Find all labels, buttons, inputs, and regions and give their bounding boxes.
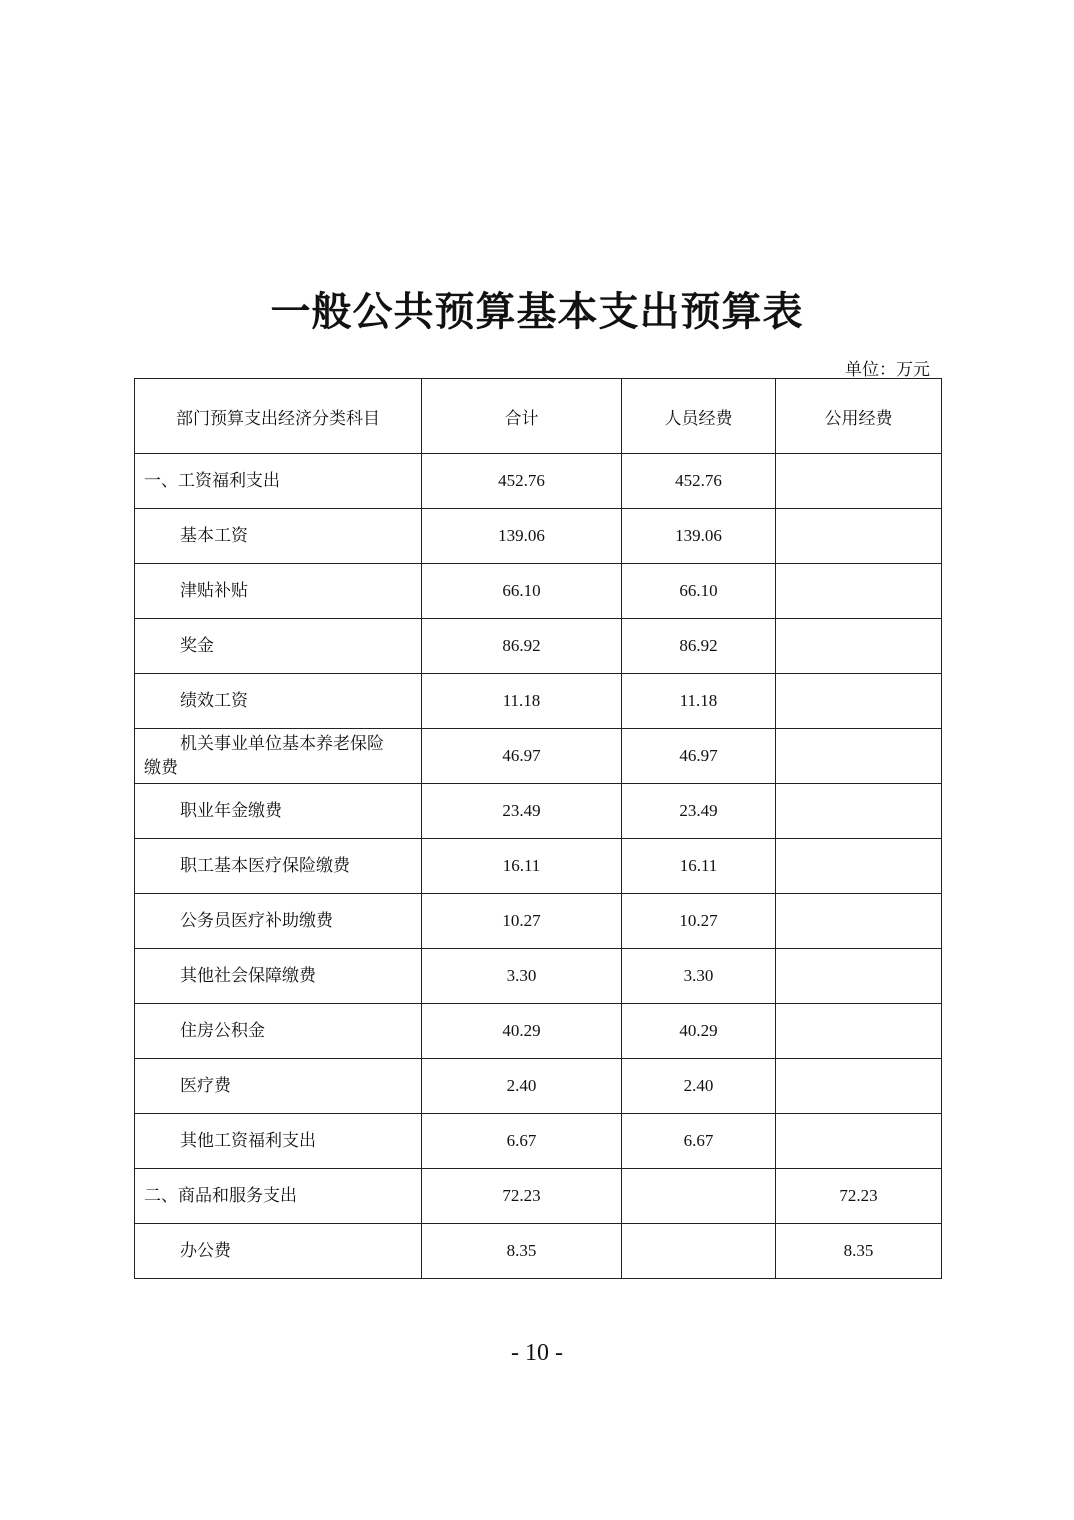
- row-name-text: 绩效工资: [180, 691, 248, 711]
- row-total: 16.11: [422, 839, 622, 894]
- row-name: [135, 509, 422, 564]
- row-personnel: 10.27: [622, 894, 776, 949]
- row-public: [776, 1004, 942, 1059]
- row-name-continued: 缴费: [144, 758, 178, 778]
- row-personnel: [622, 1169, 776, 1224]
- table-row: [135, 564, 942, 619]
- table-row: [135, 619, 942, 674]
- header-category: 部门预算支出经济分类科目: [135, 379, 422, 454]
- row-name-text: 津贴补贴: [180, 581, 248, 601]
- row-public: [776, 509, 942, 564]
- row-total: 6.67: [422, 1114, 622, 1169]
- table-row: [135, 729, 942, 784]
- row-public: [776, 784, 942, 839]
- row-name: [135, 1059, 422, 1114]
- row-name-text: 医疗费: [180, 1076, 231, 1096]
- row-total: 8.35: [422, 1224, 622, 1279]
- row-name-text: 公务员医疗补助缴费: [180, 911, 333, 931]
- table-row: [135, 1114, 942, 1169]
- row-total: 3.30: [422, 949, 622, 1004]
- row-personnel: 139.06: [622, 509, 776, 564]
- row-total: 23.49: [422, 784, 622, 839]
- row-name: [135, 784, 422, 839]
- row-public: 8.35: [776, 1224, 942, 1279]
- table-row: [135, 784, 942, 839]
- row-public: [776, 619, 942, 674]
- row-public: 72.23: [776, 1169, 942, 1224]
- table-row: [135, 454, 942, 509]
- row-name-text: 其他社会保障缴费: [180, 966, 316, 986]
- row-name-text: 机关事业单位基本养老保险: [180, 734, 384, 754]
- row-personnel: [622, 1224, 776, 1279]
- table-row: [135, 1169, 942, 1224]
- table-row: [135, 894, 942, 949]
- row-public: [776, 674, 942, 729]
- row-public: [776, 729, 942, 784]
- row-total: 66.10: [422, 564, 622, 619]
- row-name-text: 基本工资: [180, 526, 248, 546]
- row-total: 452.76: [422, 454, 622, 509]
- row-name: [135, 1114, 422, 1169]
- row-public: [776, 839, 942, 894]
- row-total: 86.92: [422, 619, 622, 674]
- row-name-text: 奖金: [180, 636, 214, 656]
- table-header-row: [135, 379, 942, 454]
- table-row: [135, 949, 942, 1004]
- row-name: [135, 1224, 422, 1279]
- row-total: 2.40: [422, 1059, 622, 1114]
- row-name: 二、商品和服务支出: [135, 1169, 422, 1224]
- row-name: [135, 839, 422, 894]
- table-row: [135, 1004, 942, 1059]
- row-name: [135, 949, 422, 1004]
- row-name: [135, 564, 422, 619]
- row-personnel: 86.92: [622, 619, 776, 674]
- row-personnel: 11.18: [622, 674, 776, 729]
- table-row: [135, 509, 942, 564]
- table-row: [135, 1224, 942, 1279]
- budget-table: [134, 378, 942, 1279]
- page-number: - 10 -: [511, 1340, 563, 1366]
- row-public: [776, 454, 942, 509]
- header-public: 公用经费: [776, 379, 942, 454]
- row-personnel: 452.76: [622, 454, 776, 509]
- row-personnel: 3.30: [622, 949, 776, 1004]
- row-name-text: 职工基本医疗保险缴费: [180, 856, 350, 876]
- row-total: 139.06: [422, 509, 622, 564]
- row-personnel: 40.29: [622, 1004, 776, 1059]
- row-public: [776, 894, 942, 949]
- row-public: [776, 564, 942, 619]
- header-personnel: 人员经费: [622, 379, 776, 454]
- row-name-text: 其他工资福利支出: [180, 1131, 316, 1151]
- row-total: 40.29: [422, 1004, 622, 1059]
- unit-label: 单位：万元: [845, 360, 930, 380]
- row-name: 一、工资福利支出: [135, 454, 422, 509]
- row-name-text: 职业年金缴费: [180, 801, 282, 821]
- table-row: [135, 1059, 942, 1114]
- row-name: [135, 729, 422, 784]
- row-public: [776, 1114, 942, 1169]
- table-row: [135, 839, 942, 894]
- row-name-text: 办公费: [180, 1241, 231, 1261]
- row-public: [776, 949, 942, 1004]
- row-total: 11.18: [422, 674, 622, 729]
- header-total: 合计: [422, 379, 622, 454]
- row-total: 10.27: [422, 894, 622, 949]
- row-personnel: 23.49: [622, 784, 776, 839]
- row-public: [776, 1059, 942, 1114]
- page-title: 一般公共预算基本支出预算表: [270, 288, 804, 335]
- row-name-text: 住房公积金: [180, 1021, 265, 1041]
- row-name: [135, 674, 422, 729]
- row-personnel: 6.67: [622, 1114, 776, 1169]
- row-total: 46.97: [422, 729, 622, 784]
- row-name: [135, 619, 422, 674]
- row-name: [135, 894, 422, 949]
- row-personnel: 66.10: [622, 564, 776, 619]
- row-name: [135, 1004, 422, 1059]
- row-personnel: 2.40: [622, 1059, 776, 1114]
- row-personnel: 16.11: [622, 839, 776, 894]
- row-total: 72.23: [422, 1169, 622, 1224]
- table-row: [135, 674, 942, 729]
- row-personnel: 46.97: [622, 729, 776, 784]
